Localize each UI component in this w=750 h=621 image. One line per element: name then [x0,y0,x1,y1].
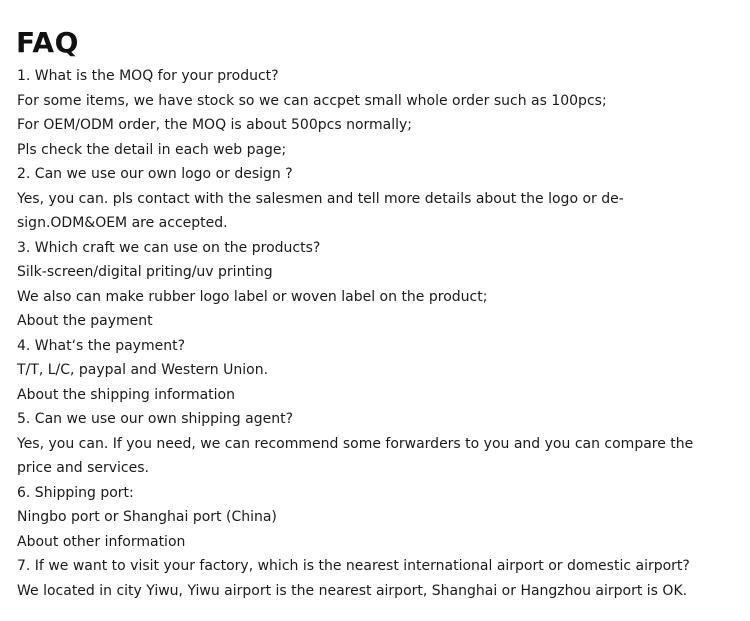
faq-line: 2. Can we use our own logo or design ? [17,166,293,182]
faq-line: We also can make rubber logo label or woven label on the product; [17,288,488,305]
faq-line: 1. What is the MOQ for your product? [17,68,279,84]
faq-line: Yes, you can. pls contact with the salesmen and tell more details about the logo or de- [17,190,624,207]
faq-lines [17,64,737,603]
faq-line: 5. Can we use our own shipping agent? [17,411,294,427]
faq-line: Yes, you can. If you need, we can recommend some forwarders to you and you can compare the [17,435,694,452]
faq-line: 3. Which craft we can use on the products? [17,239,321,256]
faq-line: We located in city Yiwu, Yiwu airport is the nearest airport, Shanghai or Hangzhou airport is OK. [17,582,688,599]
faq-line: T/T, L/C, paypal and Western Union. [17,362,269,378]
faq-line: 4. What‘s the payment? [17,337,186,354]
faq-line: price and services. [17,460,149,476]
faq-line: Ningbo port or Shanghai port (China) [17,509,277,525]
faq-line: For some items, we have stock so we can accpet small whole order such as 100pcs; [17,92,607,109]
faq-line: About the payment [17,313,153,329]
faq-line: sign.ODM&OEM are accepted. [17,215,228,231]
faq-line: Silk-screen/digital priting/uv printing [17,264,273,280]
faq-line: For OEM/ODM order, the MOQ is about 500pcs normally; [17,117,413,133]
faq-line: Pls check the detail in each web page; [17,141,287,158]
faq-line: About other information [17,533,186,550]
faq-line: 7. If we want to visit your factory, which is the nearest international airport or domestic airport? [17,558,690,574]
faq-line: 6. Shipping port: [17,484,134,501]
faq-line: About the shipping information [17,386,235,403]
page-title: FAQ [16,26,79,59]
